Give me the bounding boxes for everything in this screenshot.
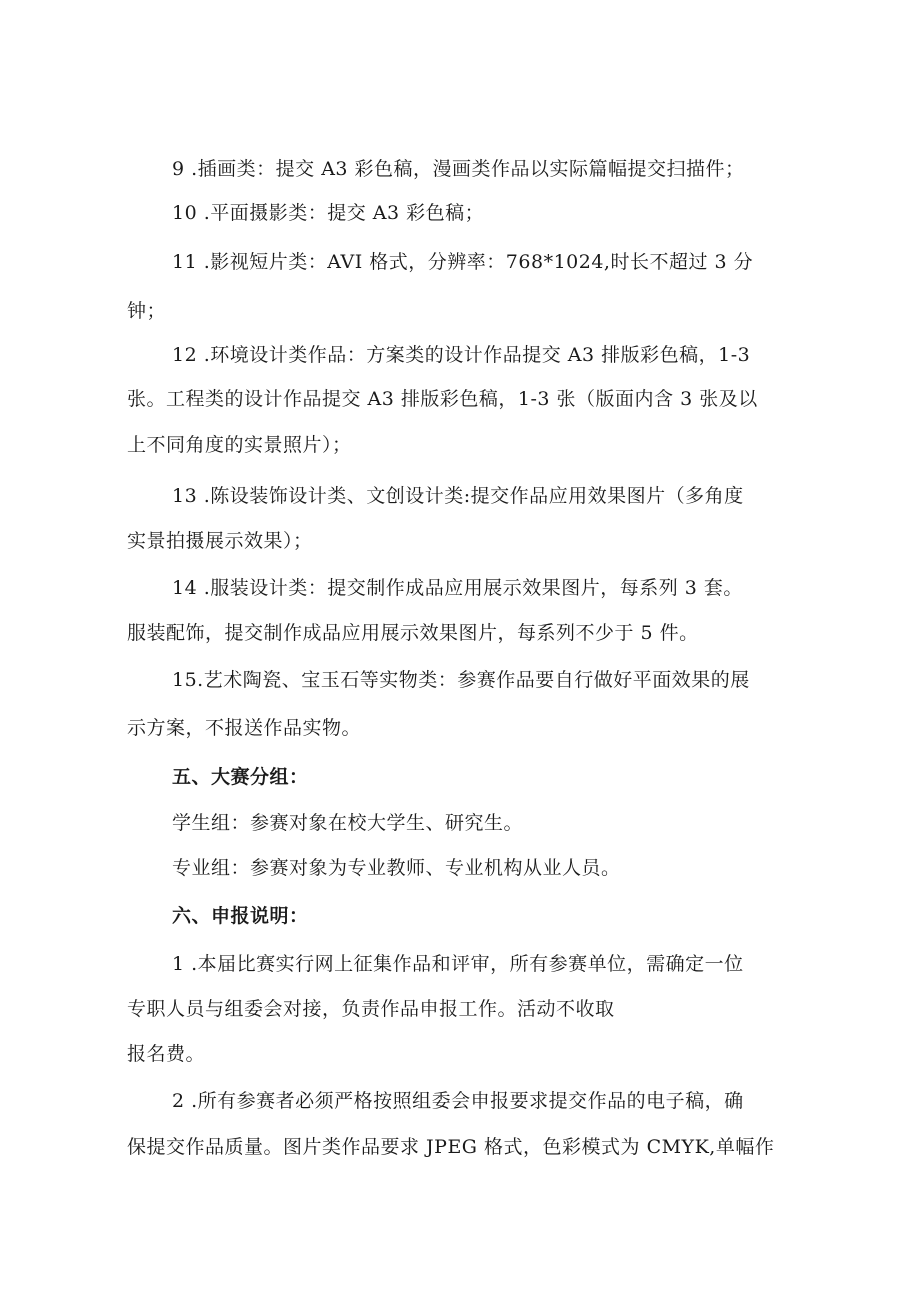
note-2: 2 .所有参赛者必须严格按照组委会申报要求提交作品的电子稿，确 [172,1090,744,1112]
item-15-ceramics: 15.艺术陶瓷、宝玉石等实物类：参赛作品要自行做好平面效果的展 [172,669,750,691]
note-1-cont-1: 专职人员与组委会对接，负责作品申报工作。活动不收取 [127,998,615,1020]
item-12-environment-cont-1: 张。工程类的设计作品提交 A3 排版彩色稿，1-3 张（版面内含 3 张及以 [127,388,758,410]
item-11-video-cont: 钟； [127,300,167,322]
item-13-decoration: 13 .陈设装饰设计类、文创设计类:提交作品应用效果图片（多角度 [172,485,744,507]
item-12-environment-cont-2: 上不同角度的实景照片）； [127,434,352,456]
group-student: 学生组：参赛对象在校大学生、研究生。 [172,812,524,834]
item-14-fashion: 14 .服装设计类：提交制作成品应用展示效果图片，每系列 3 套。 [172,577,743,599]
section-6-heading: 六、申报说明： [172,905,309,927]
item-11-video: 11 .影视短片类：AVI 格式，分辨率：768*1024,时长不超过 3 分 [172,251,754,273]
note-1-cont-2: 报名费。 [127,1043,206,1065]
group-professional: 专业组：参赛对象为专业教师、专业机构从业人员。 [172,857,621,879]
note-2-cont: 保提交作品质量。图片类作品要求 JPEG 格式，色彩模式为 CMYK,单幅作 [127,1136,775,1158]
section-5-heading: 五、大赛分组： [172,766,309,788]
item-9-illustration: 9 .插画类：提交 A3 彩色稿，漫画类作品以实际篇幅提交扫描件； [172,158,745,180]
item-14-fashion-cont: 服装配饰，提交制作成品应用展示效果图片，每系列不少于 5 件。 [127,622,699,644]
item-10-photography: 10 .平面摄影类：提交 A3 彩色稿； [172,202,485,224]
item-15-ceramics-cont: 示方案，不报送作品实物。 [127,717,362,739]
item-12-environment: 12 .环境设计类作品：方案类的设计作品提交 A3 排版彩色稿，1-3 [172,344,751,366]
item-13-decoration-cont: 实景拍摄展示效果）； [127,530,313,552]
note-1: 1 .本届比赛实行网上征集作品和评审，所有参赛单位，需确定一位 [172,953,744,975]
